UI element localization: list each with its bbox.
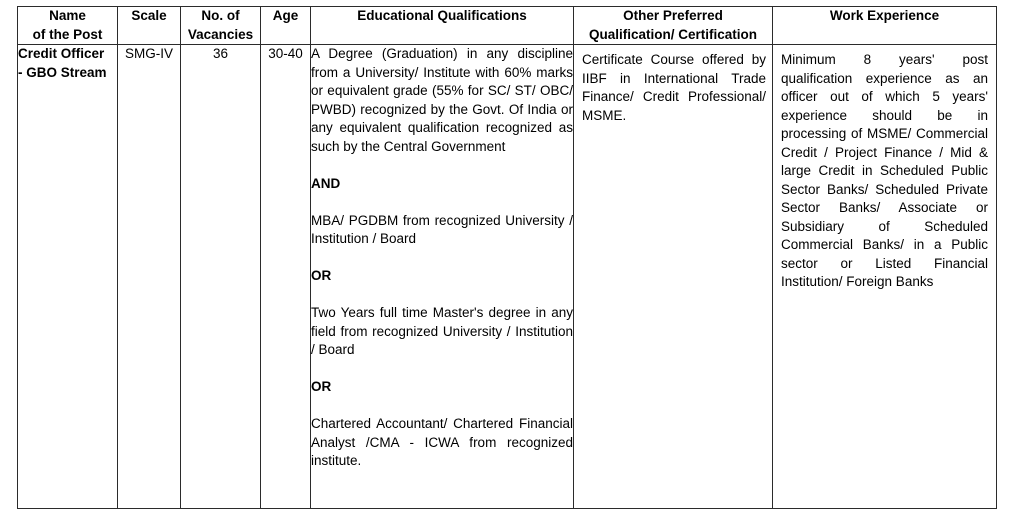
cell-scale: SMG-IV xyxy=(118,45,181,509)
column-header-educational-qualifications-line-1: Educational Qualifications xyxy=(357,8,527,23)
cell-other-preferred-qualification xyxy=(574,45,773,509)
cell-name-of-the-post-line-2: - GBO Stream xyxy=(18,64,107,80)
educational-qualifications-keyword-or-2: OR xyxy=(311,379,332,394)
column-header-name-of-the-post-line-2: of the Post xyxy=(32,26,103,42)
column-header-name-of-the-post-line-1: Name xyxy=(49,8,86,23)
cell-name-of-the-post-line-1: Credit Officer xyxy=(18,46,105,61)
column-header-educational-qualifications xyxy=(311,7,574,45)
column-header-work-experience-line-1: Work Experience xyxy=(829,8,940,23)
column-header-scale-line-1: Scale xyxy=(131,8,167,23)
educational-qualifications-paragraph-4: Chartered Accountant/ Chartered Financial Analyst /CMA - ICWA from recognized institute. xyxy=(311,416,573,468)
educational-qualifications-keyword-or-1: OR xyxy=(311,268,332,283)
column-header-other-preferred-qualification-line-1: Other Preferred xyxy=(623,8,723,23)
table-header-row xyxy=(18,7,997,45)
table-header xyxy=(18,7,997,45)
educational-qualifications-paragraph-3: Two Years full time Master's degree in any field from recognized University / Institution / Board xyxy=(311,305,573,357)
cell-educational-qualifications xyxy=(311,45,574,509)
column-header-age xyxy=(261,7,311,45)
cell-no-of-vacancies: 36 xyxy=(181,45,261,509)
column-header-age-line-1: Age xyxy=(272,8,299,23)
column-header-name-of-the-post xyxy=(18,7,118,45)
column-header-no-of-vacancies xyxy=(181,7,261,45)
cell-age: 30-40 xyxy=(261,45,311,509)
table-body xyxy=(18,45,997,509)
educational-qualifications-paragraph-1: A Degree (Graduation) in any discipline from a University/ Institute with 60% marks or equivalent grade (55% for SC/ ST/ OBC/ PWBD) recognized by the Govt. Of India or any equivalent qualification recognized as such by the Central Government xyxy=(311,46,573,154)
cell-name-of-the-post xyxy=(18,45,118,509)
educational-qualifications-paragraph-2: MBA/ PGDBM from recognized University / Institution / Board xyxy=(311,212,573,246)
vacancy-details-table xyxy=(17,6,997,509)
column-header-no-of-vacancies-line-2: Vacancies xyxy=(187,26,254,42)
educational-qualifications-keyword-and: AND xyxy=(311,175,341,191)
column-header-other-preferred-qualification-line-2: Qualification/ Certification xyxy=(588,26,758,42)
column-header-no-of-vacancies-line-1: No. of xyxy=(201,8,240,23)
column-header-other-preferred-qualification xyxy=(574,7,773,45)
work-experience-paragraph-1: Minimum 8 years' post qualification experience as an officer out of which 5 years' experience should be in processing of MSME/ Commercial Credit / Project Finance / Mid & large Credit in Scheduled Public Sector Banks/ Scheduled Private Sector Banks/ Associate or Subsidiary of Scheduled Commercial Banks/ in a Public sector or Listed Financial Institution/ Foreign Banks xyxy=(781,52,988,289)
column-header-work-experience xyxy=(773,7,997,45)
cell-work-experience xyxy=(773,45,997,509)
other-preferred-qualification-paragraph-1: Certificate Course offered by IIBF in International Trade Finance/ Credit Professional/ MSME. xyxy=(582,52,766,123)
column-header-scale xyxy=(118,7,181,45)
table-row xyxy=(18,45,997,509)
